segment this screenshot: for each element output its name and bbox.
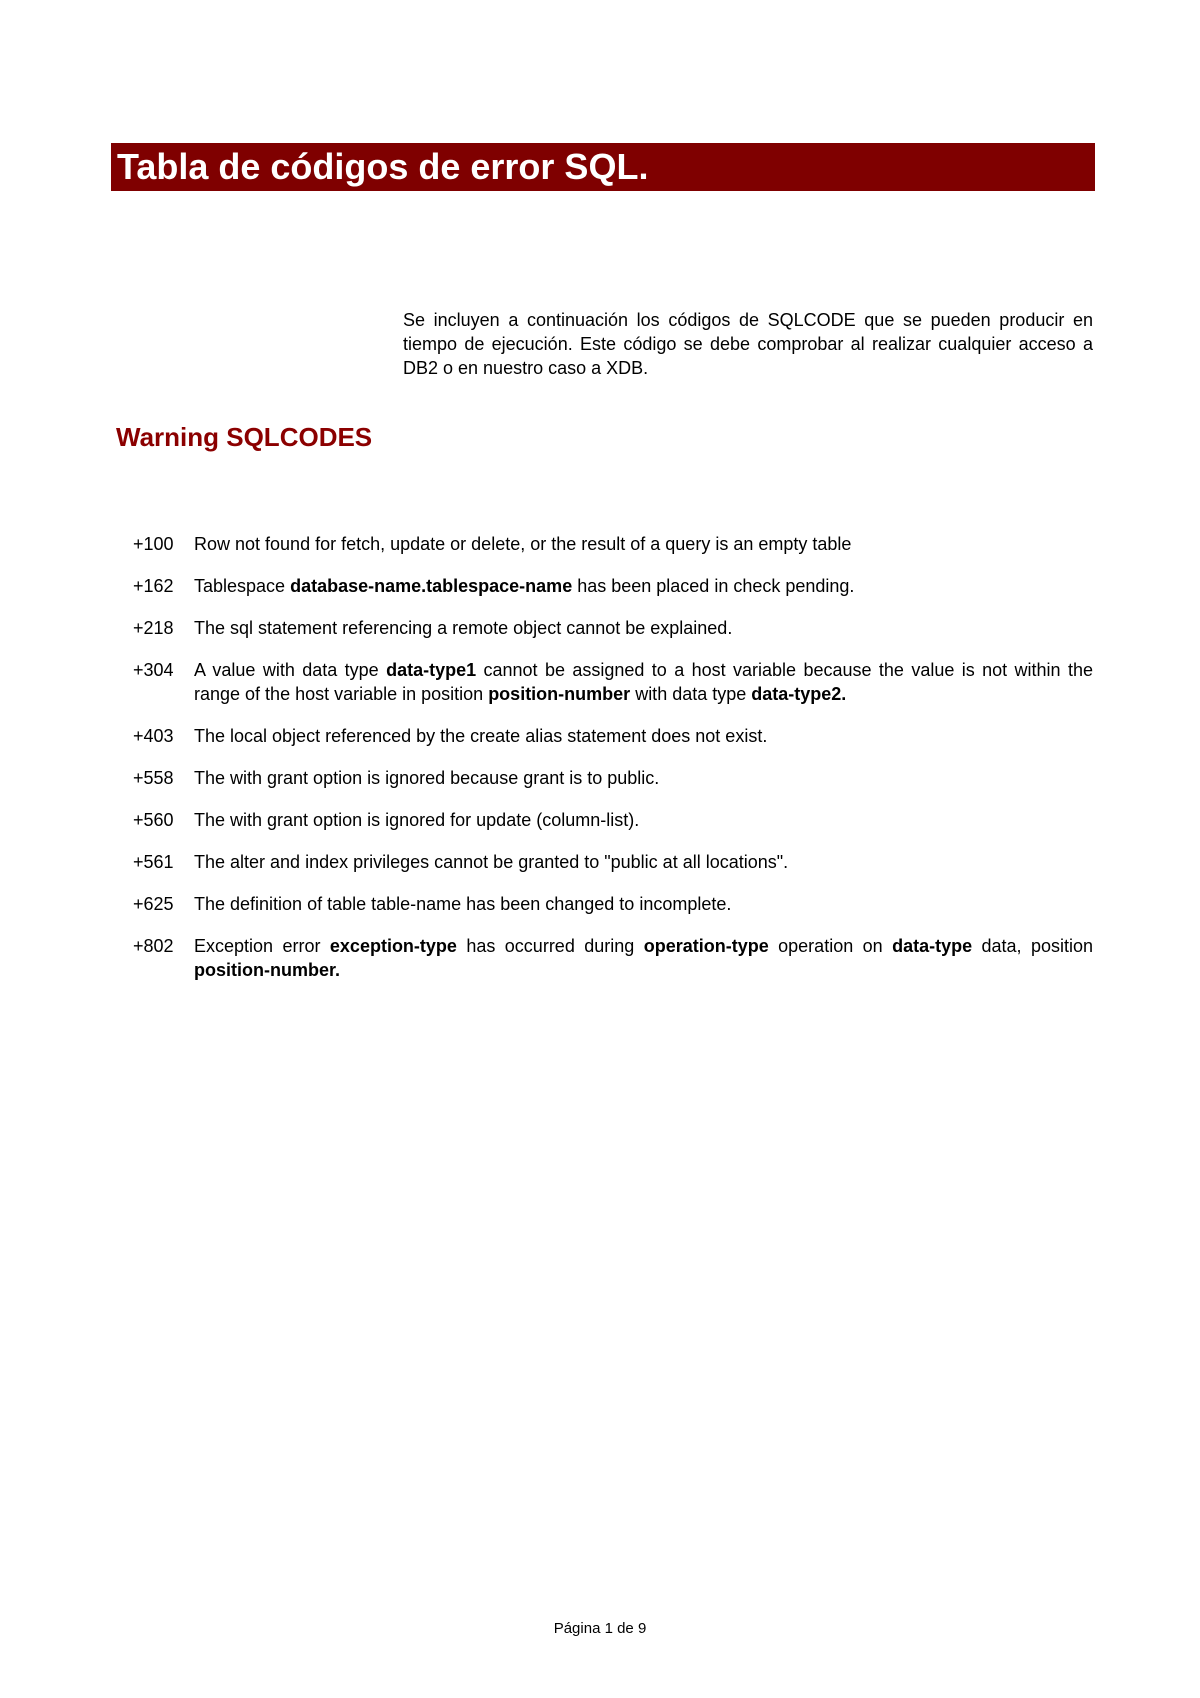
sqlcode-placeholder: data-type1 bbox=[386, 660, 477, 680]
sqlcode-row bbox=[133, 532, 1093, 556]
sqlcode-description bbox=[194, 532, 1093, 556]
sqlcode-row bbox=[133, 574, 1093, 598]
sqlcode-text: Tablespace bbox=[194, 576, 291, 596]
sqlcode-placeholder: data-type2. bbox=[751, 684, 847, 704]
sqlcode-row bbox=[133, 934, 1093, 982]
page-footer: Página 1 de 9 bbox=[553, 1620, 647, 1637]
sqlcode-placeholder: position-number. bbox=[194, 960, 340, 980]
sqlcode-placeholder: operation-type bbox=[643, 936, 769, 956]
sqlcode-row bbox=[133, 724, 1093, 748]
sqlcode-number: +162 bbox=[133, 576, 174, 596]
sqlcode-row bbox=[133, 658, 1093, 706]
sqlcode-description bbox=[194, 766, 1093, 790]
sqlcode-text: Row not found for fetch, update or delete, or the result of a query is an empty table bbox=[194, 534, 852, 554]
sqlcode-number: +625 bbox=[133, 894, 174, 914]
sqlcode-row bbox=[133, 616, 1093, 640]
sqlcode-row bbox=[133, 850, 1093, 874]
sqlcode-placeholder: data-type bbox=[892, 936, 973, 956]
sqlcode-text: The with grant option is ignored for update (column-list). bbox=[194, 810, 640, 830]
sqlcode-number: +560 bbox=[133, 810, 174, 830]
sqlcode-number: +403 bbox=[133, 726, 174, 746]
sqlcode-number: +100 bbox=[133, 534, 174, 554]
sqlcode-text: cannot be assigned to a host variable because the value is not within the range of the host variable in position bbox=[194, 660, 1093, 704]
sqlcode-text: Exception error bbox=[194, 936, 330, 956]
sqlcode-description bbox=[194, 934, 1093, 982]
sqlcode-description bbox=[194, 616, 1093, 640]
sqlcode-text: operation on bbox=[768, 936, 893, 956]
sqlcode-number: +558 bbox=[133, 768, 174, 788]
sqlcode-text: data, position bbox=[972, 936, 1094, 956]
intro-paragraph: Se incluyen a continuación los códigos de SQLCODE que se pueden producir en tiempo de ejecución. Este código se debe comprobar al realizar cualquier acceso a DB2 o en nuestro caso a XDB. bbox=[403, 310, 1093, 378]
sqlcode-text: The alter and index privileges cannot be granted to "public at all locations". bbox=[194, 852, 789, 872]
sqlcode-text: has been placed in check pending. bbox=[572, 576, 855, 596]
sqlcode-placeholder: position-number bbox=[488, 684, 631, 704]
sqlcode-row bbox=[133, 808, 1093, 832]
sqlcode-placeholder: exception-type bbox=[329, 936, 457, 956]
section-heading: Warning SQLCODES bbox=[116, 422, 373, 452]
sqlcode-placeholder: database-name.tablespace-name bbox=[290, 576, 573, 596]
sqlcode-description bbox=[194, 658, 1093, 706]
sqlcode-text: has occurred during bbox=[456, 936, 644, 956]
sqlcode-description bbox=[194, 724, 1093, 748]
page-title: Tabla de códigos de error SQL. bbox=[117, 146, 649, 187]
sqlcode-row bbox=[133, 892, 1093, 916]
sqlcode-number: +561 bbox=[133, 852, 174, 872]
sqlcode-description bbox=[194, 574, 1093, 598]
sqlcode-number: +304 bbox=[133, 660, 174, 680]
sqlcode-text: The with grant option is ignored because grant is to public. bbox=[194, 768, 660, 788]
sqlcode-text: with data type bbox=[630, 684, 752, 704]
sqlcode-number: +218 bbox=[133, 618, 174, 638]
sqlcode-text: A value with data type bbox=[194, 660, 387, 680]
sqlcode-row bbox=[133, 766, 1093, 790]
sqlcode-description bbox=[194, 808, 1093, 832]
sqlcode-text: The definition of table table-name has been changed to incomplete. bbox=[194, 894, 732, 914]
sqlcode-text: The local object referenced by the create alias statement does not exist. bbox=[194, 726, 768, 746]
sqlcode-list bbox=[133, 532, 1093, 1000]
title-bar bbox=[111, 143, 1095, 191]
sqlcode-number: +802 bbox=[133, 936, 174, 956]
sqlcode-description bbox=[194, 892, 1093, 916]
sqlcode-description bbox=[194, 850, 1093, 874]
sqlcode-text: The sql statement referencing a remote object cannot be explained. bbox=[194, 618, 733, 638]
